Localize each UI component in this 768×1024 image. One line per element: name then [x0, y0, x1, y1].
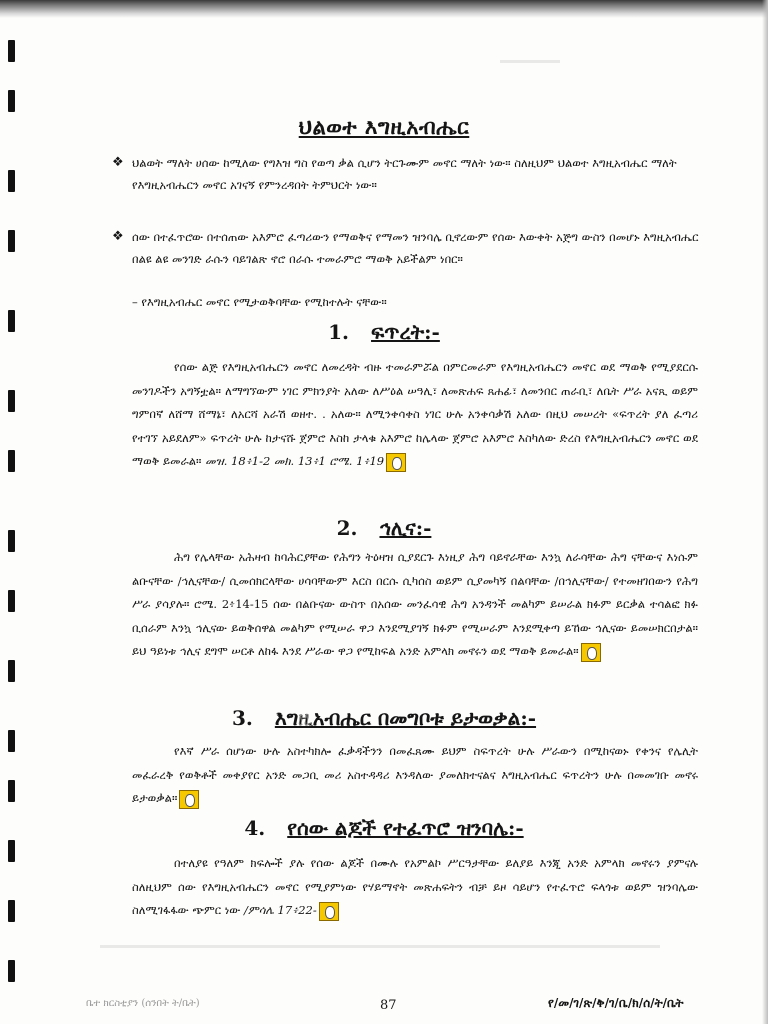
- intro-bullet-2: [112, 226, 700, 270]
- scan-smudge: [100, 945, 660, 948]
- scripture-reference: /ምሳሌ 17፥22-: [243, 903, 317, 917]
- section-body-text: የእኛ ሥራ ሰሆነው ሁሉ አስተካክሎ ፈቃዳችንን በመፈጸሙ ይህም ስፍጥረት ሁሉ ሥራውን በሚከናወኑ የቀንና የሌሊት መፈራረቅ የወቅቶች መቀያየር አንድ መጋቢ መሪ አስተዳዳሪ እንዳለው ያመለክተናልና እግዚአብሔር ፍጥረትን ሁሉ በመመገቡ መኖሩ ይታወቃል።: [132, 744, 698, 805]
- section-number: 4.: [244, 816, 266, 840]
- section-title: የሰው ልጆች የተፈጥሮ ዝንባሌ:-: [287, 816, 524, 840]
- section-body-1: [132, 356, 698, 474]
- intro-bullet-text: ሰው በተፈጥሮው በተሰጠው አእምሮ ፈጣሪውን የማወቅና የማመን ዝንባሌ ቢኖረውም የሰው እውቀት አጅግ ውስን በመሆኑ እግዚአብሔር በልዩ ልዩ መንገድ ራሱን ባይገልጽ ኖሮ በራሱ ተመራምሮ ማወቅ አይችልም ነበር።: [132, 230, 699, 266]
- section-body-text: የሰው ልጅ የእግዚአብሔርን መኖር ለመረዳት ብዙ ተመራምሯል በምርመራም የእግዚአብሔርን መኖር ወደ ማወቅ የሚያደርሱ መንገዶችን አግኝቷል። ለማግኘውም ነገር ምክንያት አለው ለሥዕል ሠዓሊ፣ ለመጽሐፍ ጸሐፊ፣ ለመንበር ጠራቢ፣ ለቤት ሥራ አናጺ ወይም ግምበኛ ለሸማ ሸማኔ፣ ለአርሻ አራሽ ወዘተ. . አለው። ለሚንቀሳቀስ ነገር ሁሉ አንቀሳቃሽ አለው በዚህ መሠረት «ፍጥረት ያለ ፈጣሪ የተገኘ አይደለም» ፍጥረት ሁሉ ከታናሹ ጀምሮ እስከ ታላቁ አእምሮ ከሌላው ጀምሮ አእምሮ እስካለው ድረስ የእግዚአብሔርን መኖር ወደ ማወቅ ይመራል።: [132, 360, 698, 468]
- section-heading-1: [0, 320, 768, 344]
- sticky-note-icon[interactable]: [581, 643, 601, 662]
- intro-dash-line: – የእግዚአብሔር መኖር የሚታወቅባቸው የሚከተሉት ናቸው።: [132, 295, 387, 309]
- section-body-3: [132, 740, 698, 811]
- footer-left-text: ቤተ ክርስቲያን (ሰንበት ት/ቤት): [86, 998, 200, 1009]
- intro-bullet-1: [112, 152, 700, 196]
- diamond-bullet-icon: ❖: [112, 155, 124, 170]
- diamond-bullet-icon: ❖: [112, 229, 124, 244]
- intro-bullet-text: ህልወት ማለት ሀሰው ከሚለው የግእዝ ግስ የወጣ ቃል ሲሆን ትርጉሙም መኖር ማለት ነው። ስለዚህም ህልወተ እግዚአብሔር ማለት የእግዚአብሔርን መኖር አገናኝ የምንረዳበት ትምህርት ነው።: [132, 156, 677, 192]
- scan-smudge: [500, 60, 560, 63]
- section-number: 2.: [336, 516, 358, 540]
- page-title: ህልወተ እግዚአብሔር: [298, 114, 470, 139]
- sticky-note-icon[interactable]: [179, 790, 199, 809]
- section-body-2: [132, 546, 698, 664]
- footer-organization: የ/መ/ገ/ጽ/ቅ/ገ/ቤ/ክ/ሰ/ት/ቤት: [548, 996, 684, 1010]
- sticky-note-icon[interactable]: [386, 453, 406, 472]
- section-body-4: [132, 852, 698, 923]
- section-title: ኅሊና:-: [379, 516, 432, 540]
- section-heading-4: [0, 816, 768, 840]
- sticky-note-icon[interactable]: [319, 902, 339, 921]
- section-body-text: በተለያዩ የዓለም ክፍሎች ያሉ የሰው ልጆች በሙሉ የአምልኮ ሥርዓታቸው ይለያይ እንጂ አንድ አምላክ መኖሩን ያምናሉ ስለዚህም ሰው የእግዚአብሔርን መኖር የሚያምነው የሃይማኖት መጽሐፍትን ብቻ ይዞ ሳይሆን የተፈጥሮ ፍላጎቱ ወይም ዝንባሌው ስለሚገፋፋው ጭምር ነው: [132, 856, 698, 917]
- section-title: ፍጥረት:-: [371, 320, 440, 344]
- page-number: 87: [380, 998, 397, 1013]
- section-heading-3: [0, 706, 768, 730]
- section-number: 1.: [328, 320, 350, 344]
- scripture-reference: መዝ. 18፥1-2 መክ. 13፥1 ሮሜ. 1፥19: [205, 454, 385, 468]
- section-title: እግዚአብሔር በመግቦቱ ይታወቃል:-: [274, 706, 537, 730]
- section-number: 3.: [231, 706, 253, 730]
- section-body-text: ሕግ የሌላቸው አሕዛብ ከባሕርያቸው የሕግን ትዕዛዝ ሲያደርጉ እነዚያ ሕግ ባይኖራቸው እንኳ ለራሳቸው ሕግ ናቸውና እነሱም ልቡናቸው /ኅሊናቸው/ ሲመሰክርላቸው ሀሳባቸውም እርስ በርሱ ሲካሰስ ወይም ሲያመካኝ በልባቸው /በኅሊናቸው/ የተመዘገበውን የሕግ ሥራ ያሳያሉ። ሮሜ. 2፥14-15 ሰው በልቡናው ውስጥ በአሰው መንፈሳዊ ሕግ አንዳንች መልካም ይሠራል ክፉም ይርቃል ተሳልፎ ክፉ ቢሰራም እንኳ ኅሊናው ይወቅሰዋል መልካም የሚሠራ ዋጋ እንደሚያገኝ ክፉም የሚሠራም እንደሚቀጣ ይኸው ኅሊናው ይመሠክርበታል። ይህ ዓይነቱ ኅሊና ደግሞ ሠርቶ ለከፋ እንደ ሥራው ዋጋ የሚከፍል አንድ አምላክ መኖሩን ወደ ማወቅ ይመራል።: [132, 550, 698, 658]
- section-heading-2: [0, 516, 768, 540]
